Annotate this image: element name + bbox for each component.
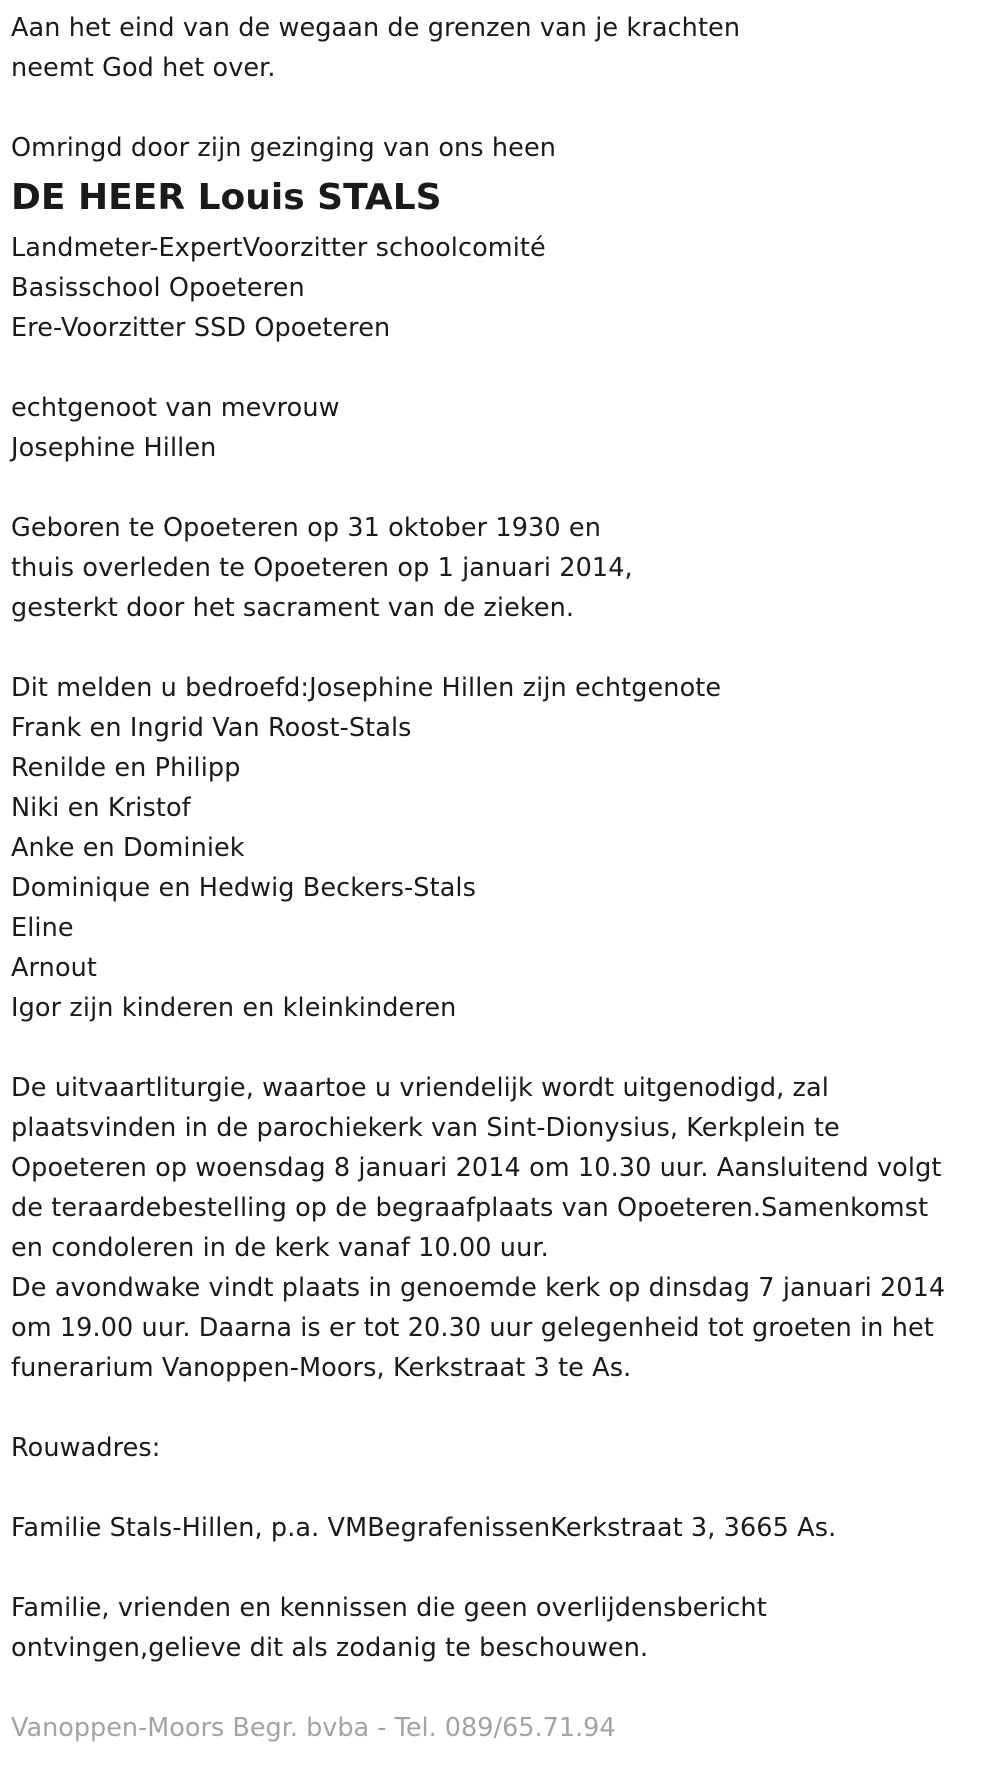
family-line: Dit melden u bedroefd:Josephine Hillen zijn echtgenote: [11, 673, 722, 703]
mourning-address-label: Rouwadres:: [11, 1433, 161, 1463]
family-line: Anke en Dominiek: [11, 833, 245, 863]
family-line: Niki en Kristof: [11, 793, 191, 823]
ceremony-line: om 19.00 uur. Daarna is er tot 20.30 uur gelegenheid tot groeten in het: [11, 1313, 934, 1343]
mourning-address: Familie Stals-Hillen, p.a. VMBegrafenissenKerkstraat 3, 3665 As.: [11, 1513, 837, 1543]
spacer: [11, 1668, 1000, 1708]
ceremony-line: De uitvaartliturgie, waartoe u vriendelijk wordt uitgenodigd, zal: [11, 1073, 829, 1103]
ceremony-line: en condoleren in de kerk vanaf 10.00 uur.: [11, 1233, 549, 1263]
intro-text: Omringd door zijn gezinging van ons heen: [11, 133, 556, 163]
title-line: Ere-Voorzitter SSD Opoeteren: [11, 313, 391, 343]
spacer: [11, 1028, 1000, 1068]
family-line: Arnout: [11, 953, 98, 983]
family-line: Renilde en Philipp: [11, 753, 241, 783]
spacer: [11, 1388, 1000, 1428]
spacer: [11, 628, 1000, 668]
family-line: Igor zijn kinderen en kleinkinderen: [11, 993, 457, 1023]
ceremony-line: plaatsvinden in de parochiekerk van Sint-Dionysius, Kerkplein te: [11, 1113, 840, 1143]
motto-line: Aan het eind van de wegaan de grenzen van je krachten: [11, 13, 741, 43]
title-line: Landmeter-ExpertVoorzitter schoolcomité: [11, 233, 546, 263]
birth-death-line: thuis overleden te Opoeteren op 1 januari 2014,: [11, 553, 633, 583]
spacer: [11, 1468, 1000, 1508]
birth-death-line: Geboren te Opoeteren op 31 oktober 1930 en: [11, 513, 601, 543]
ceremony-line: funerarium Vanoppen-Moors, Kerkstraat 3 te As.: [11, 1353, 632, 1383]
family-line: Frank en Ingrid Van Roost-Stals: [11, 713, 412, 743]
spacer: [11, 348, 1000, 388]
spouse-line: Josephine Hillen: [11, 433, 217, 463]
spacer: [11, 1548, 1000, 1588]
spacer: [11, 88, 1000, 128]
ceremony-line: de teraardebestelling op de begraafplaats van Opoeteren.Samenkomst: [11, 1193, 929, 1223]
ceremony-line: De avondwake vindt plaats in genoemde kerk op dinsdag 7 januari 2014: [11, 1273, 946, 1303]
notice-line: ontvingen,gelieve dit als zodanig te beschouwen.: [11, 1633, 649, 1663]
birth-death-line: gesterkt door het sacrament van de zieken.: [11, 593, 575, 623]
deceased-name: DE HEER Louis STALS: [11, 177, 442, 218]
family-line: Eline: [11, 913, 74, 943]
notice-line: Familie, vrienden en kennissen die geen overlijdensbericht: [11, 1593, 767, 1623]
family-line: Dominique en Hedwig Beckers-Stals: [11, 873, 476, 903]
motto-line: neemt God het over.: [11, 53, 276, 83]
spacer: [11, 468, 1000, 508]
title-line: Basisschool Opoeteren: [11, 273, 305, 303]
funeral-home-footer: Vanoppen-Moors Begr. bvba - Tel. 089/65.71.94: [11, 1713, 616, 1743]
ceremony-line: Opoeteren op woensdag 8 januari 2014 om 10.30 uur. Aansluitend volgt: [11, 1153, 942, 1183]
spouse-line: echtgenoot van mevrouw: [11, 393, 340, 423]
